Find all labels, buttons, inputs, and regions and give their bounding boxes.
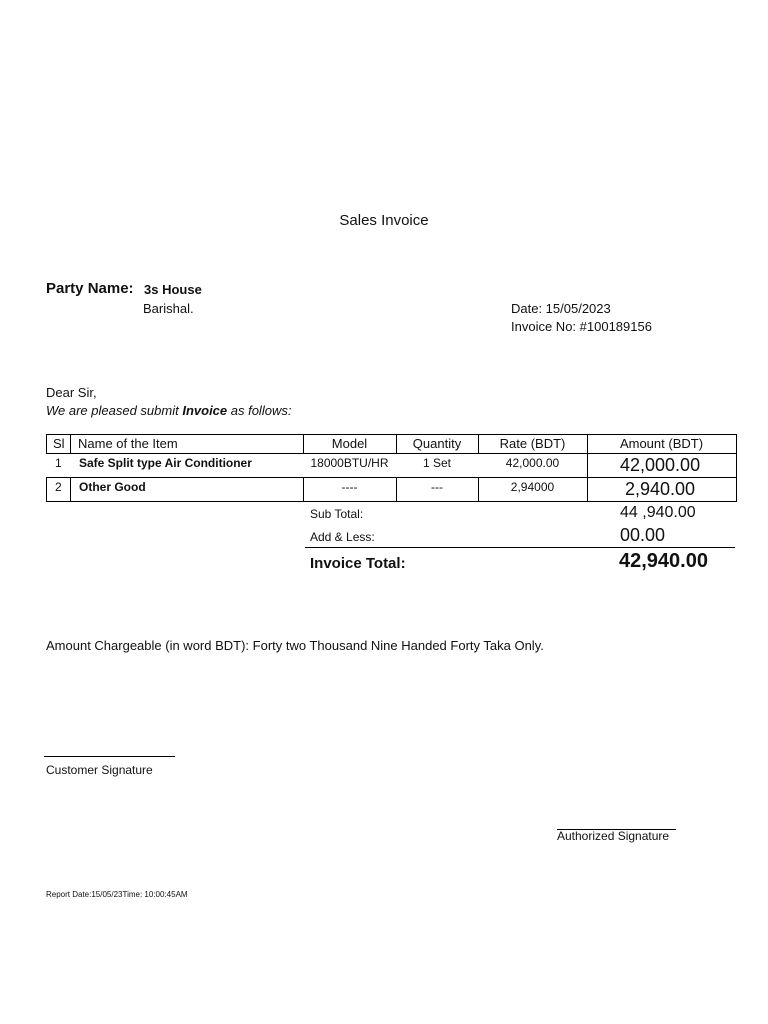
- invoice-total-label: Invoice Total:: [310, 555, 406, 572]
- row1-quantity: 1 Set: [422, 456, 452, 470]
- row1-model: 18000BTU/HR: [310, 456, 389, 470]
- row1-amount: 42,000.00: [620, 455, 701, 475]
- row1-sl: 1: [55, 456, 62, 470]
- sub-total-value: 44 ,940.00: [620, 504, 696, 521]
- party-name: 3s House: [144, 282, 202, 297]
- row2-sl: 2: [55, 480, 62, 494]
- intro-text: We are pleased submit Invoice as follows:: [46, 403, 292, 418]
- total-divider: [305, 547, 735, 548]
- header-sl: Sl: [53, 436, 65, 451]
- add-less-value: 00.00: [620, 525, 666, 545]
- invoice-date: Date: 15/05/2023: [511, 301, 611, 316]
- greeting: Dear Sir,: [46, 385, 97, 400]
- header-rate: Rate (BDT): [499, 436, 566, 451]
- row2-amount: 2,940.00: [625, 479, 696, 499]
- customer-signature-line: [44, 756, 175, 757]
- row1-item: Safe Split type Air Conditioner: [79, 456, 252, 470]
- header-item: Name of the Item: [78, 436, 178, 451]
- party-city: Barishal.: [143, 301, 194, 316]
- row2-item: Other Good: [79, 480, 146, 494]
- row2-model: ----: [341, 480, 358, 494]
- header-model: Model: [331, 436, 368, 451]
- header-quantity: Quantity: [412, 436, 462, 451]
- add-less-label: Add & Less:: [310, 530, 375, 544]
- document-title: Sales Invoice: [339, 212, 429, 229]
- customer-signature-label: Customer Signature: [46, 763, 153, 777]
- sub-total-label: Sub Total:: [310, 507, 364, 521]
- invoice-number: Invoice No: #100189156: [511, 319, 652, 334]
- amount-in-words: Amount Chargeable (in word BDT): Forty two Thousand Nine Handed Forty Taka Only.: [46, 638, 544, 653]
- report-date: Report Date:15/05/23Time: 10:00:45AM: [46, 890, 188, 899]
- intro-bold: Invoice: [182, 403, 228, 418]
- authorized-signature-label: Authorized Signature: [557, 829, 670, 843]
- party-name-label: Party Name:: [46, 280, 134, 297]
- row1-rate: 42,000.00: [505, 456, 560, 470]
- header-amount: Amount (BDT): [619, 436, 704, 451]
- invoice-total-value: 42,940.00: [619, 550, 708, 572]
- row2-rate: 2,94000: [510, 480, 555, 494]
- row2-quantity: ---: [431, 480, 443, 494]
